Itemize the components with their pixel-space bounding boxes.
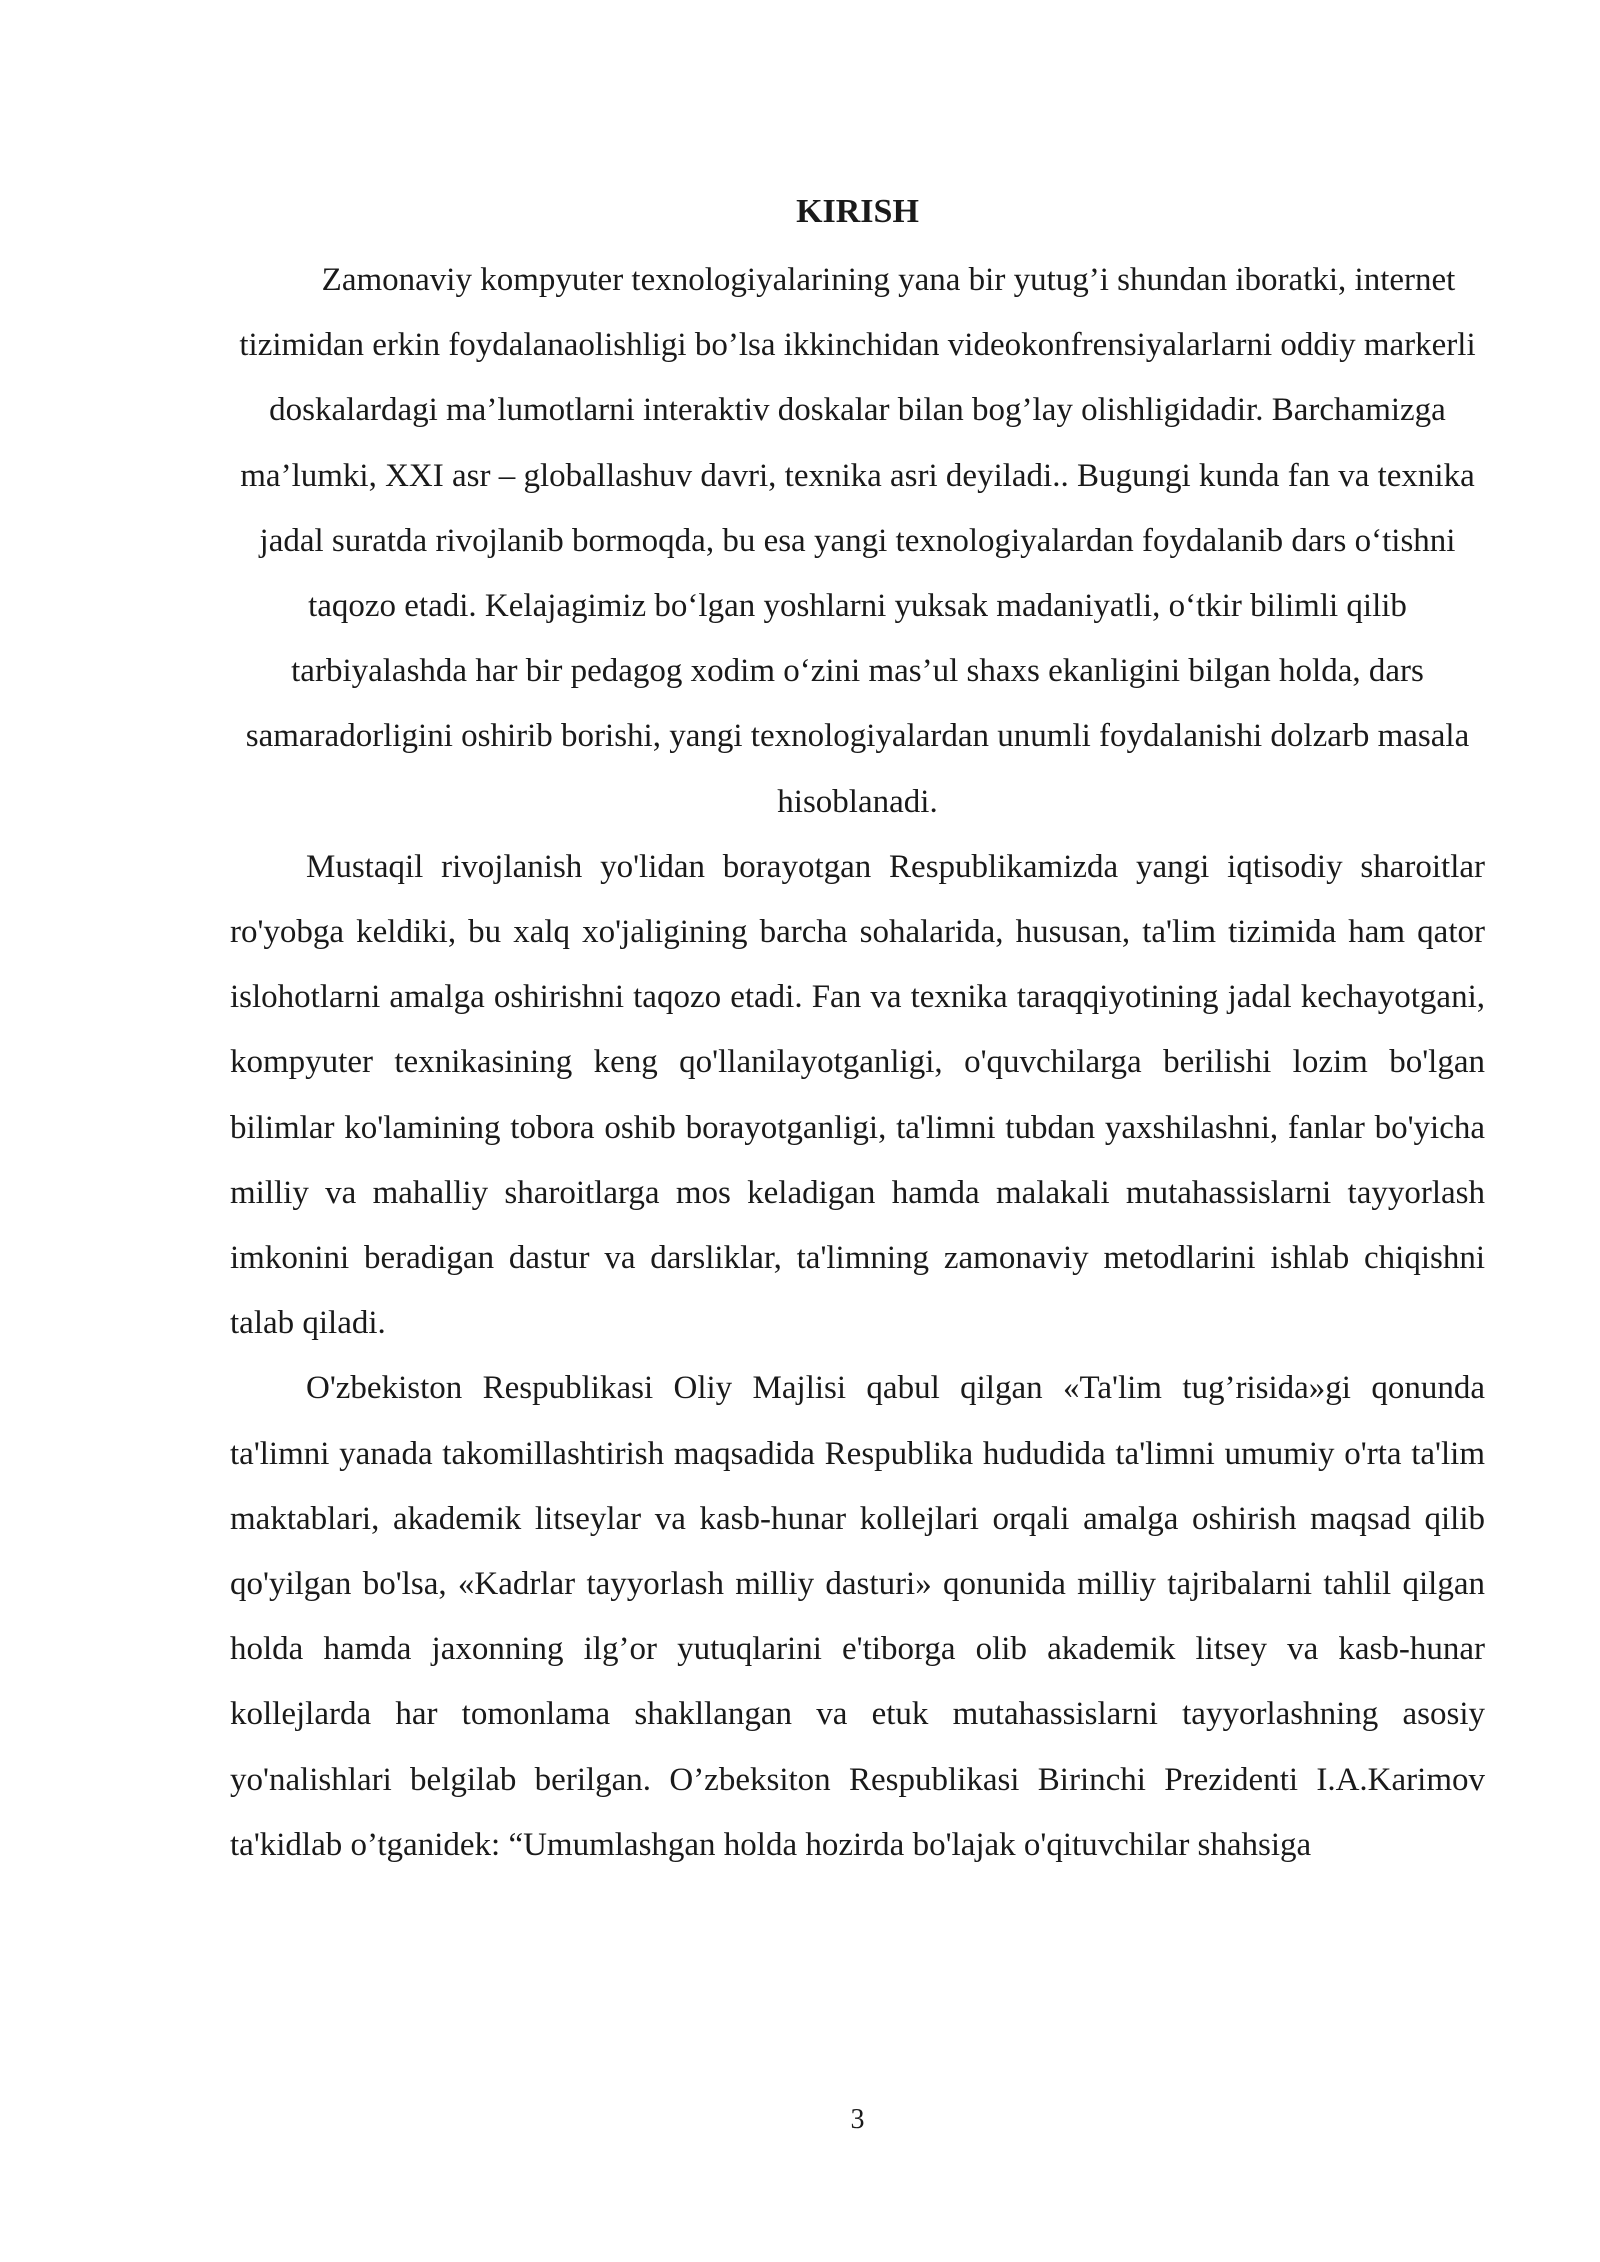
- paragraph-2: Mustaqil rivojlanish yo'lidan borayotgan Respublikamizda yangi iqtisodiy sharoitlar ro'yobga keldiki, bu xalq xo'jaligining barcha sohalarida, hususan, ta'lim tizimida ham qator islohotlarni amalga oshirishni taqozo etadi. Fan va texnika taraqqiyotining jadal kechayotgani, kompyuter texnikasining keng qo'llanilayotganligi, o'quvchilarga berilishi lozim bo'lgan bilimlar ko'lamining tobora oshib borayotganligi, ta'limni tubdan yaxshilashni, fanlar bo'yicha milliy va mahalliy sharoitlarga mos keladigan hamda malakali mutahassislarni tayyorlash imkonini beradigan dastur va darsliklar, ta'limning zamonaviy metodlarini ishlab chiqishni talab qiladi.: [230, 848, 1485, 1342]
- paragraph-3: O'zbekiston Respublikasi Oliy Majlisi qabul qilgan «Ta'lim tug’risida»gi qonunda ta'limni yanada takomillashtirish maqsadida Respublika hududida ta'limni umumiy o'rta ta'lim maktablari, akademik litseylar va kasb-hunar kollejlari orqali amalga oshirish maqsad qilib qo'yilgan bo'lsa, «Kadrlar tayyorlash milliy dasturi» qonunida milliy tajribalarni tahlil qilgan holda hamda jaxonning ilg’or yutuqlarini e'tiborga olib akademik litsey va kasb-hunar kollejlarda har tomonlama shakllangan va etuk mutahassislarni tayyorlashning asosiy yo'nalishlari belgilab berilgan. O’zbeksiton Respublikasi Birinchi Prezidenti I.A.Karimov ta'kidlab o’tganidek: “Umumlashgan holda hozirda bo'lajak o'qituvchilar shahsiga: [230, 1370, 1485, 1863]
- section-heading: KIRISH: [796, 193, 919, 230]
- paragraph-intro: Zamonaviy kompyuter texnologiyalarining yana bir yutug’i shundan iboratki, internet tizimidan erkin foydalanaolishligi bo’lsa ikkinchidan videokonfrensiyalarlarni oddiy markerli doskalardagi ma’lumotlarni interaktiv doskalar bilan bog’lay olishligidadir. Barchamizga ma’lumki, XXI asr – globallashuv davri, texnika asri deyiladi.. Bugungi kunda fan va texnika jadal suratda rivojlanib bormoqda, bu esa yangi texnologiyalardan foydalanib dars o‘tishni taqozo etadi. Kelajagimiz bo‘lgan yoshlarni yuksak madaniyatli, o‘tkir bilimli qilib tarbiyalashda har bir pedagog xodim o‘zini mas’ul shaxs ekanligini bilgan holda, dars samaradorligini oshirib borishi, yangi texnologiyalardan unumli foydalanishi dolzarb masala hisoblanadi.: [239, 262, 1476, 820]
- page-number: 3: [850, 2104, 865, 2135]
- body-text: [230, 248, 1485, 1878]
